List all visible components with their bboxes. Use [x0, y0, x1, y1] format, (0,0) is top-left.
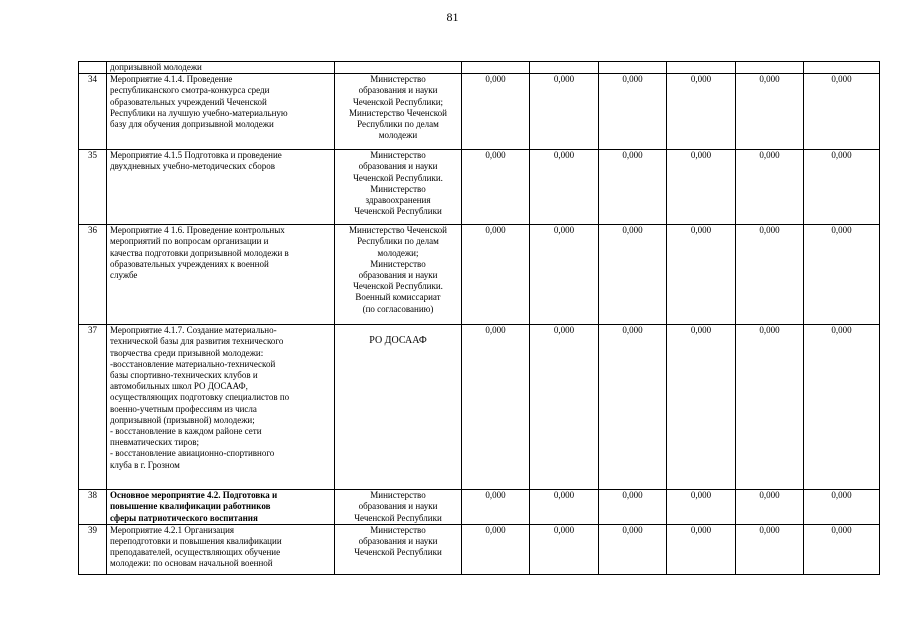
activity-text-line: Основное мероприятие 4.2. Подготовка и: [110, 490, 278, 501]
activity-cell: [107, 62, 335, 74]
activity-text-line: Мероприятие 4.1.7. Создание материально-: [110, 325, 277, 336]
value-cell: 0,000: [736, 524, 804, 574]
executor-text-line: Министерство: [370, 258, 426, 269]
value-cell: 0,000: [736, 225, 804, 325]
value-cell: [530, 62, 599, 74]
activity-text-line: -восстановление материально-технической: [110, 358, 276, 369]
activity-text-line: республиканского смотра-конкурса среди: [110, 85, 270, 96]
activity-text-line: Мероприятие 4.1.5 Подготовка и проведение: [110, 150, 282, 161]
activity-text-line: двухдневных учебно-методических сборов: [110, 161, 275, 172]
value-cell: 0,000: [667, 490, 736, 525]
activity-text-line: военно-учетным профессиям из числа: [110, 403, 257, 414]
row-number: 34: [79, 74, 107, 150]
executor-text-line: Чеченской Республики: [354, 206, 442, 217]
activity-text-line: - восстановление авиационно-спортивного: [110, 448, 275, 459]
executor-text-line: Чеченской Республики: [354, 547, 442, 558]
executor-text-line: Министерство Чеченской: [349, 225, 447, 236]
value-cell: 0,000: [804, 490, 880, 525]
executor-cell: [335, 225, 462, 325]
value-cell: 0,000: [667, 225, 736, 325]
executor-text-line: образования и науки: [358, 536, 438, 547]
value-cell: 0,000: [667, 325, 736, 490]
activity-cell: [107, 325, 335, 490]
activity-cell: [107, 74, 335, 150]
executor-text-line: Республики по делам: [357, 236, 439, 247]
value-cell: [462, 62, 530, 74]
activity-text-line: осуществляющих подготовку специалистов по: [110, 392, 290, 403]
activity-text-line: мероприятий по вопросам организации и: [110, 236, 269, 247]
value-cell: 0,000: [804, 524, 880, 574]
value-cell: [736, 62, 804, 74]
executor-text-line: Военный комиссариат: [355, 292, 441, 303]
activity-text: допризывной молодежи: [110, 62, 202, 72]
executor-text-line: образования и науки: [358, 161, 438, 172]
activity-text-line: базы спортивно-технических клубов и: [110, 370, 258, 381]
value-cell: 0,000: [667, 74, 736, 150]
value-cell: 0,000: [530, 524, 599, 574]
row-number: 39: [79, 524, 107, 574]
value-cell: 0,000: [736, 490, 804, 525]
executor-cell: [335, 490, 462, 525]
value-cell: 0,000: [530, 490, 599, 525]
executor-cell: [335, 150, 462, 225]
executor-text-line: Чеченской Республики: [354, 512, 442, 523]
executor-text-line: образования и науки: [358, 501, 438, 512]
activity-text-line: образовательных учреждений Чеченской: [110, 96, 267, 107]
executor-text-line: молодежи: [378, 130, 418, 141]
activity-text-line: - восстановление в каждом районе сети: [110, 426, 262, 437]
activity-text-line: преподавателей, осуществляющих обучение: [110, 547, 281, 558]
activity-cell: [107, 225, 335, 325]
value-cell: 0,000: [530, 325, 599, 490]
executor-text-line: (по согласованию): [362, 303, 434, 314]
value-cell: 0,000: [462, 490, 530, 525]
value-cell: 0,000: [530, 74, 599, 150]
executor-text-line: Министерство: [370, 74, 426, 85]
value-cell: 0,000: [804, 225, 880, 325]
executor-text-line: Министерство Чеченской: [349, 107, 447, 118]
value-cell: 0,000: [599, 74, 667, 150]
activity-text-line: переподготовки и повышения квалификации: [110, 536, 282, 547]
executor-text-line: Министерство: [370, 524, 426, 535]
executor-text-line: образования и науки: [358, 85, 438, 96]
executor-text-line: Министерство: [370, 150, 426, 161]
activity-text-line: допризывной (призывной) молодежи;: [110, 414, 255, 425]
value-cell: 0,000: [599, 490, 667, 525]
executor-cell: [335, 325, 462, 490]
value-cell: 0,000: [462, 325, 530, 490]
executor-text-line: Министерство: [370, 183, 426, 194]
executor-text-line: здравоохранения: [365, 195, 431, 206]
value-cell: 0,000: [599, 225, 667, 325]
activity-text-line: клуба в г. Грозном: [110, 459, 180, 470]
value-cell: [599, 62, 667, 74]
value-cell: 0,000: [530, 150, 599, 225]
row-number: 35: [79, 150, 107, 225]
value-cell: [804, 62, 880, 74]
activity-text-line: пневматических тиров;: [110, 437, 200, 448]
activity-cell: [107, 524, 335, 574]
executor-text-line: РО ДОСААФ: [369, 335, 427, 347]
activity-text-line: технической базы для развития технического: [110, 336, 284, 347]
activity-text-line: службе: [110, 270, 138, 281]
page-number: 81: [446, 10, 459, 24]
table-row: [79, 524, 880, 574]
table-row-fragment: [79, 62, 880, 74]
executor-text-line: Республики по делам: [357, 119, 439, 130]
value-cell: 0,000: [462, 150, 530, 225]
activity-text-line: повышение квалификации работников: [110, 501, 271, 512]
value-cell: 0,000: [804, 325, 880, 490]
row-number: [79, 62, 107, 74]
activity-text-line: Республики на лучшую учебно-материальную: [110, 107, 288, 118]
activity-cell: [107, 150, 335, 225]
activity-text-line: сферы патриотического воспитания: [110, 512, 258, 523]
row-number: 37: [79, 325, 107, 490]
value-cell: 0,000: [462, 524, 530, 574]
table-row: [79, 225, 880, 325]
executor-text-line: Чеченской Республики.: [353, 172, 443, 183]
value-cell: 0,000: [462, 225, 530, 325]
executor-cell: [335, 62, 462, 74]
row-number: 38: [79, 490, 107, 525]
activity-text-line: базу для обучения допризывной молодежи: [110, 119, 274, 130]
executor-text-line: образования и науки: [358, 270, 438, 281]
activity-text-line: молодежи: по основам начальной военной: [110, 558, 273, 569]
activity-text-line: творчества среди призывной молодежи:: [110, 347, 264, 358]
table-body: [79, 74, 880, 575]
row-number: 36: [79, 225, 107, 325]
executor-text-line: молодежи;: [377, 247, 419, 258]
table-row: [79, 490, 880, 525]
activity-text-line: Мероприятие 4 1.6. Проведение контрольных: [110, 225, 285, 236]
activity-cell: [107, 490, 335, 525]
executor-text-line: Министерство: [370, 490, 426, 501]
value-cell: 0,000: [667, 150, 736, 225]
activity-text-line: качества подготовки допризывной молодежи в: [110, 247, 289, 258]
value-cell: 0,000: [462, 74, 530, 150]
value-cell: 0,000: [667, 524, 736, 574]
executor-text-line: Чеченской Республики.: [353, 281, 443, 292]
table-row: [79, 74, 880, 150]
program-table: [78, 61, 880, 575]
activity-text-line: Мероприятие 4.1.4. Проведение: [110, 74, 233, 85]
value-cell: 0,000: [804, 150, 880, 225]
value-cell: 0,000: [804, 74, 880, 150]
value-cell: 0,000: [599, 150, 667, 225]
value-cell: 0,000: [599, 325, 667, 490]
activity-text-line: образовательных учреждениях к военной: [110, 258, 269, 269]
value-cell: 0,000: [736, 74, 804, 150]
activity-text-line: Мероприятие 4.2.1 Организация: [110, 524, 235, 535]
value-cell: [667, 62, 736, 74]
activity-text-line: автомобильных школ РО ДОСААФ,: [110, 381, 248, 392]
value-cell: 0,000: [736, 150, 804, 225]
value-cell: 0,000: [530, 225, 599, 325]
table-row: [79, 325, 880, 490]
executor-cell: [335, 524, 462, 574]
executor-cell: [335, 74, 462, 150]
value-cell: 0,000: [736, 325, 804, 490]
value-cell: 0,000: [599, 524, 667, 574]
table-row: [79, 150, 880, 225]
executor-text-line: Чеченской Республики;: [352, 96, 444, 107]
